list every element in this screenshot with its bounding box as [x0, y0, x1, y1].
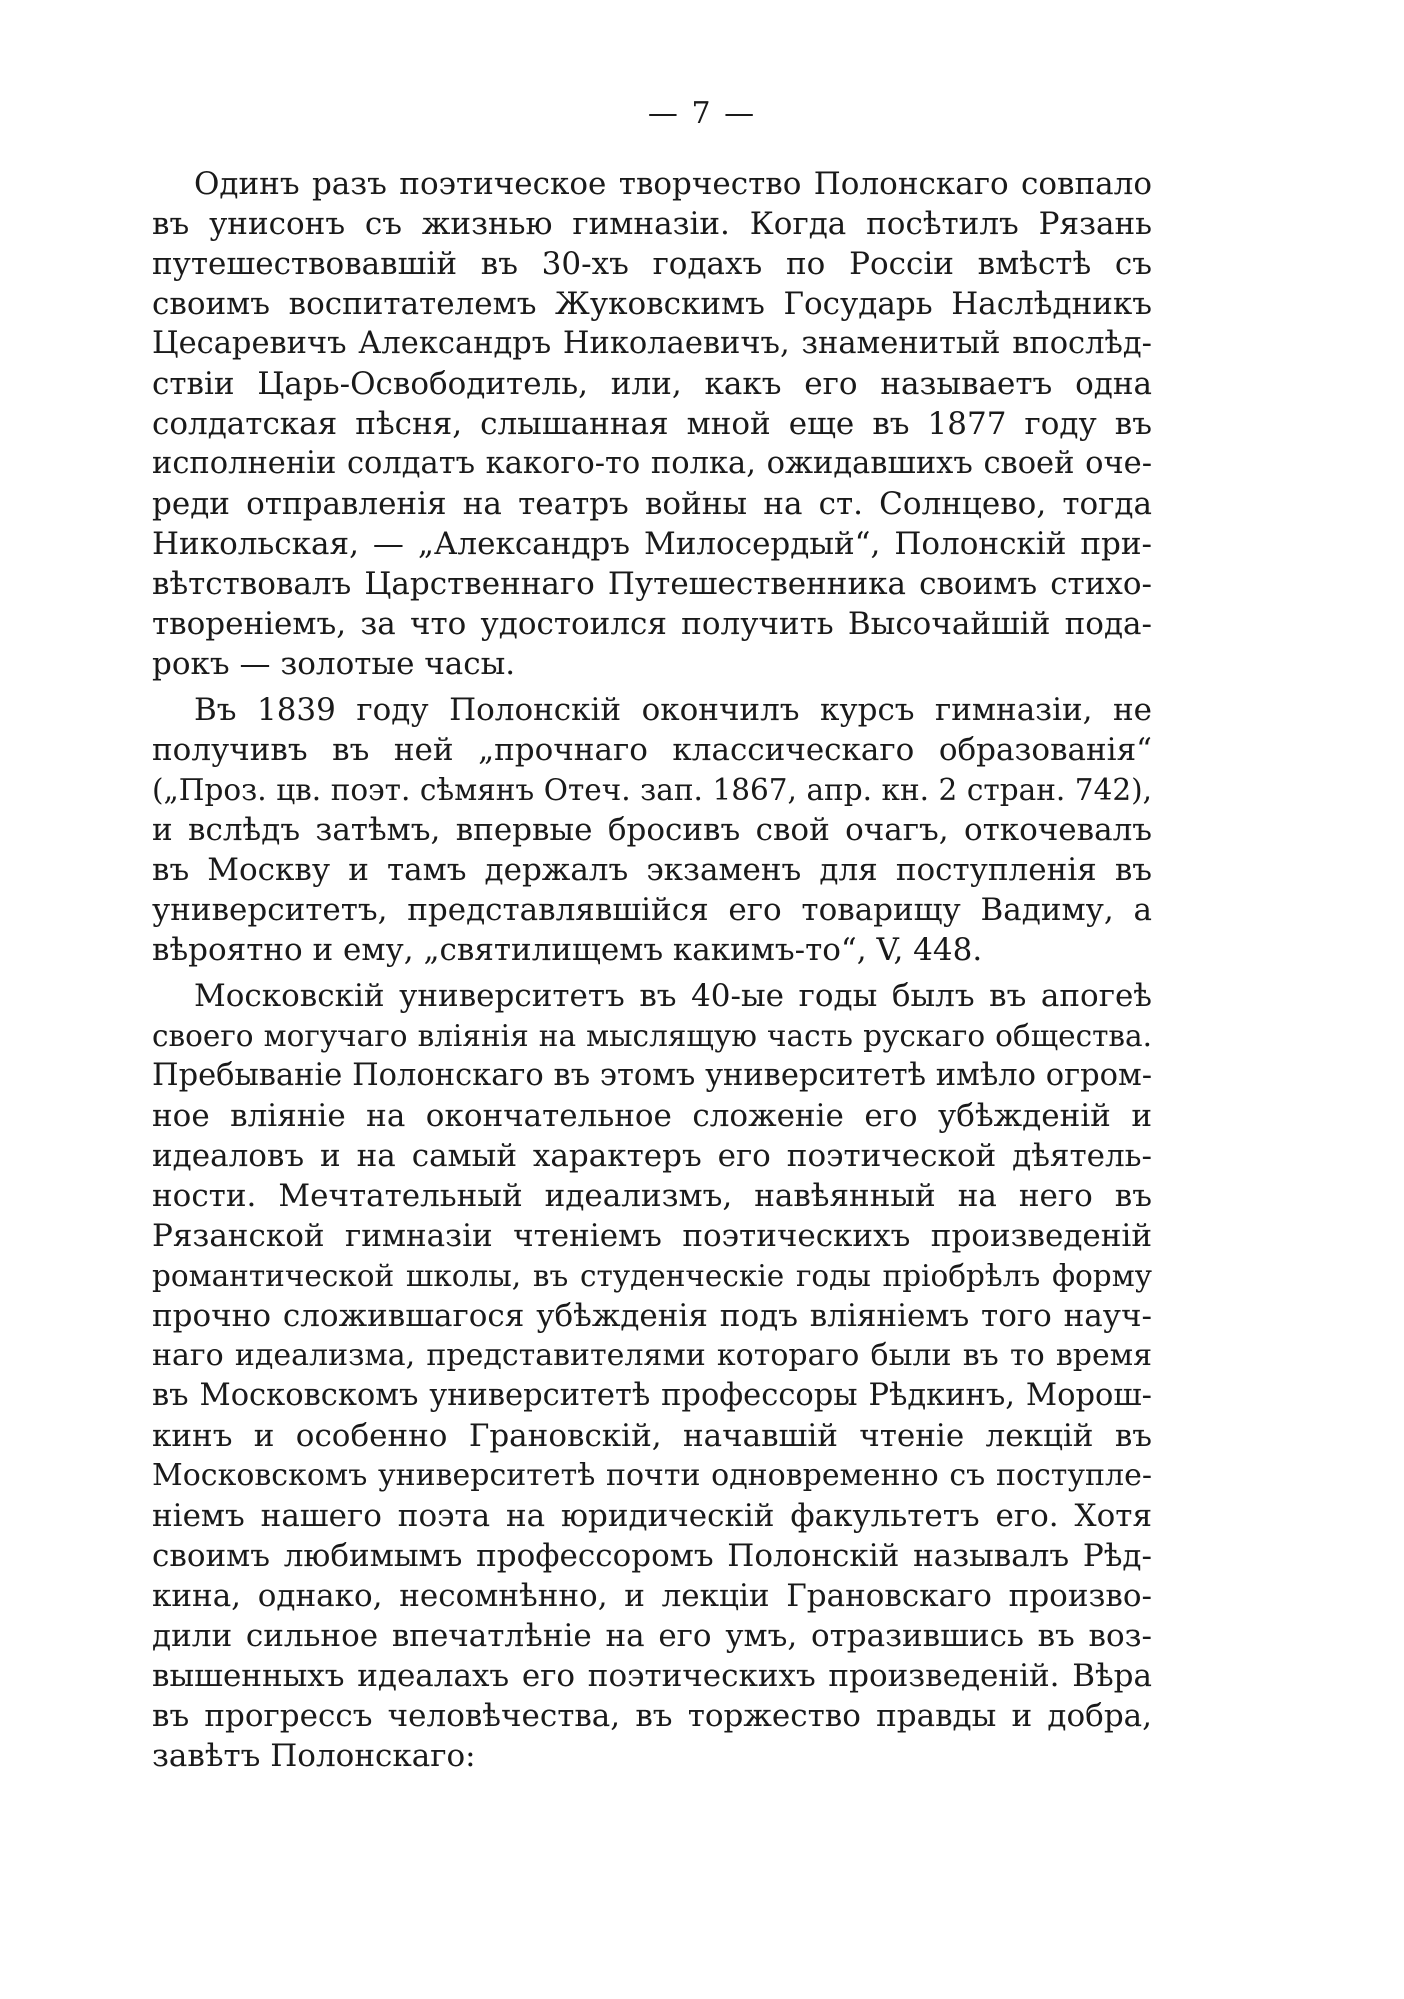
paragraph-1: [152, 164, 1152, 684]
text-line: вѣроятно и ему, „святилищемъ какимъ-то“, V, 448.: [152, 932, 983, 968]
text-line: въ Москву и тамъ держалъ экзаменъ для поступленія въ: [152, 852, 1152, 888]
text-line: кинъ и особенно Грановскій, начавшій чтеніе лекцій въ: [152, 1418, 1152, 1454]
text-line: путешествовавшій въ 30-хъ годахъ по Россіи вмѣстѣ съ: [152, 246, 1152, 282]
text-line: Цесаревичъ Александръ Николаевичъ, знаменитый впослѣд-: [152, 326, 1152, 361]
text-line: солдатская пѣсня, слышанная мной еще въ 1877 году въ: [152, 406, 1152, 442]
text-line: Въ 1839 году Полонскій окончилъ курсъ гимназіи, не: [194, 692, 1152, 728]
paragraph-2: [152, 690, 1152, 970]
text-line: ніемъ нашего поэта на юридическій факультетъ его. Хотя: [152, 1498, 1152, 1534]
page-number: — 7 —: [647, 96, 757, 131]
text-line: ное вліяніе на окончательное сложеніе его убѣжденій и: [152, 1098, 1152, 1134]
text-line: ности. Мечтательный идеализмъ, навѣянный на него въ: [152, 1178, 1152, 1214]
text-line: Никольская, — „Александръ Милосердый“, Полонскій при-: [152, 526, 1152, 562]
text-line: наго идеализма, представителями котораго были въ то время: [152, 1338, 1152, 1373]
text-line: Московскій университетъ въ 40-ые годы былъ въ апогеѣ: [194, 978, 1152, 1014]
text-line: твореніемъ, за что удостоился получить Высочайшій пода-: [152, 606, 1152, 642]
text-line: ствіи Царь-Освободитель, или, какъ его называетъ одна: [152, 366, 1152, 402]
text-line: своимъ воспитателемъ Жуковскимъ Государь Наслѣдникъ: [152, 286, 1152, 322]
text-line: и вслѣдъ затѣмъ, впервые бросивъ свой очагъ, откочевалъ: [152, 812, 1152, 848]
text-line: Рязанской гимназіи чтеніемъ поэтическихъ произведеній: [152, 1218, 1152, 1254]
text-line: исполненіи солдатъ какого-то полка, ожидавшихъ своей оче-: [152, 446, 1152, 481]
text-line: университетъ, представлявшійся его товарищу Вадиму, а: [152, 892, 1152, 928]
text-line: Одинъ разъ поэтическое творчество Полонскаго совпало: [194, 166, 1152, 202]
text-line: въ прогрессъ человѣчества, въ торжество правды и добра,: [152, 1698, 1152, 1734]
text-line: своимъ любимымъ профессоромъ Полонскій называлъ Рѣд-: [152, 1538, 1152, 1574]
text-line: Московскомъ университетѣ почти одновременно съ поступле-: [152, 1458, 1152, 1493]
text-line: („Проз. цв. поэт. сѣмянъ Отеч. зап. 1867, апр. кн. 2 стран. 742),: [152, 773, 1152, 807]
text-line: вышенныхъ идеалахъ его поэтическихъ произведеній. Вѣра: [152, 1658, 1152, 1694]
text-line: кина, однако, несомнѣнно, и лекціи Грановскаго произво-: [152, 1578, 1152, 1614]
text-line: въ унисонъ съ жизнью гимназіи. Когда посѣтилъ Рязань: [152, 206, 1152, 242]
text-line: получивъ въ ней „прочнаго классическаго образованія“: [152, 732, 1152, 768]
text-line: рокъ — золотые часы.: [152, 646, 516, 682]
text-line: реди отправленія на театръ войны на ст. Солнцево, тогда: [152, 486, 1152, 522]
text-line: идеаловъ и на самый характеръ его поэтической дѣятель-: [152, 1138, 1152, 1174]
text-line: дили сильное впечатлѣніе на его умъ, отразившись въ воз-: [152, 1618, 1152, 1654]
paragraph-3: [152, 976, 1152, 1776]
document-body: [152, 164, 1152, 1776]
text-line: своего могучаго вліянія на мыслящую часть рускаго общества.: [152, 1019, 1152, 1053]
text-line: прочно сложившагося убѣжденія подъ вліяніемъ того науч-: [152, 1298, 1152, 1334]
text-line: въ Московскомъ университетѣ профессоры Рѣдкинъ, Морош-: [152, 1378, 1152, 1413]
text-line: завѣтъ Полонскаго:: [152, 1738, 476, 1774]
text-line: вѣтствовалъ Царственнаго Путешественника своимъ стихо-: [152, 566, 1152, 602]
text-line: Пребываніе Полонскаго въ этомъ университетѣ имѣло огром-: [152, 1058, 1152, 1093]
text-line: романтической школы, въ студенческіе годы пріобрѣлъ форму: [152, 1259, 1152, 1293]
